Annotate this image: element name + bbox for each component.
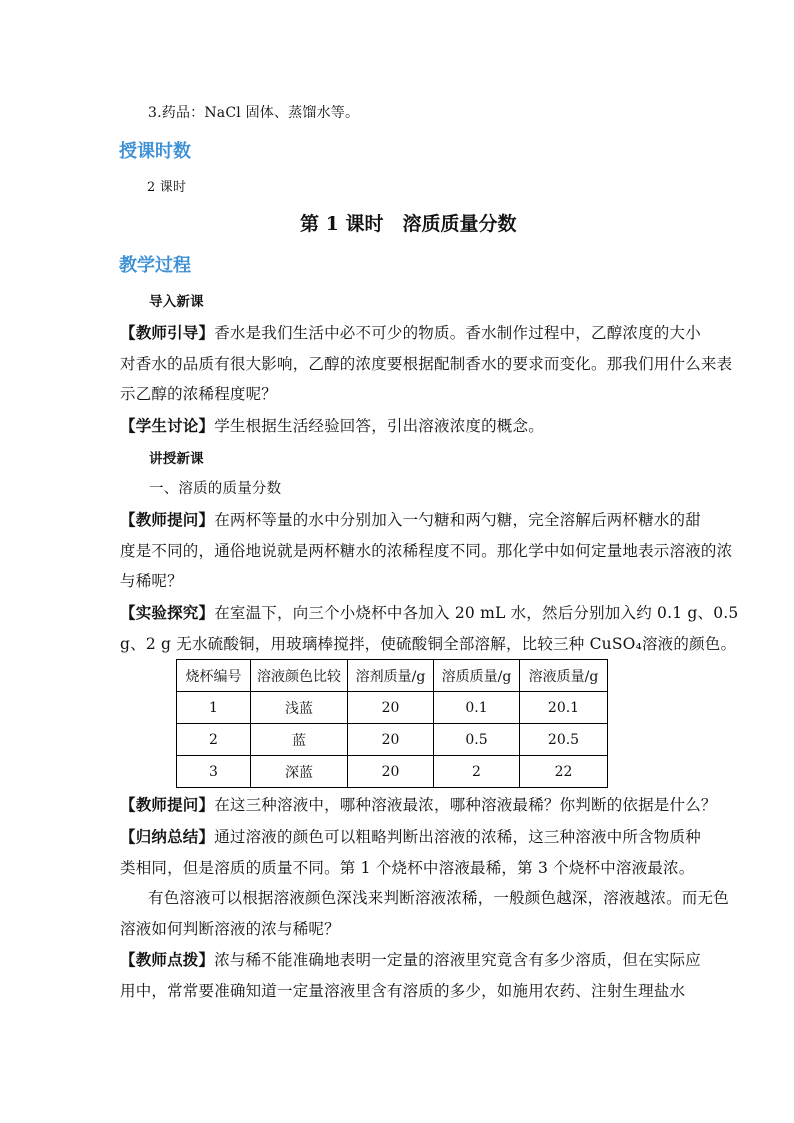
- table-cell: 3: [177, 756, 251, 788]
- intro-heading: 导入新课: [149, 294, 204, 310]
- table-cell: 22: [520, 756, 608, 788]
- teacher-guide-line3: 示乙醇的浓稀程度呢？: [120, 385, 278, 403]
- table-cell: 深蓝: [251, 756, 348, 788]
- experiment-line1: 【实验探究】在室温下，向三个小烧杯中各加入 20 mL 水，然后分别加入约 0.1 g、0.5: [120, 603, 739, 622]
- teacher-question-1-line2: 度是不同的，通俗地说就是两杯糖水的浓稀程度不同。那化学中如何定量地表示溶液的浓: [120, 542, 733, 560]
- section-title-hours: 授课时数: [119, 141, 191, 162]
- table-cell: 20.5: [520, 724, 608, 756]
- table-cell: 20: [348, 724, 434, 756]
- teacher-question-1-line1: 【教师提问】在两杯等量的水中分别加入一勺糖和两勺糖，完全溶解后两杯糖水的甜: [120, 510, 701, 529]
- table-cell: 20: [348, 756, 434, 788]
- lesson-title: 第 1 课时 溶质质量分数: [300, 213, 517, 235]
- table-header-cell: 溶剂质量/g: [348, 660, 434, 692]
- table-cell: 蓝: [251, 724, 348, 756]
- table-header-cell: 溶液颜色比较: [251, 660, 348, 692]
- table-cell: 2: [177, 724, 251, 756]
- section-title-process: 教学过程: [119, 255, 191, 276]
- table-header-row: [177, 660, 608, 692]
- data-table: [176, 659, 608, 788]
- table-cell: 20.1: [520, 692, 608, 724]
- table-cell: 0.1: [434, 692, 520, 724]
- colorless-line2: 溶液如何判断溶液的浓与稀呢？: [120, 920, 340, 938]
- experiment-line2: g、2 g 无水硫酸铜，用玻璃棒搅拌，使硫酸铜全部溶解，比较三种 CuSO₄溶液的颜色。: [120, 635, 737, 653]
- table-header-cell: 溶质质量/g: [434, 660, 520, 692]
- table-header-cell: 烧杯编号: [177, 660, 251, 692]
- summary-line1: 【归纳总结】通过溶液的颜色可以粗略判断出溶液的浓稀，这三种溶液中所含物质种: [120, 827, 701, 846]
- subsection-heading: 一、溶质的质量分数: [149, 481, 282, 497]
- summary-label: 【归纳总结】: [120, 827, 215, 846]
- teacher-point-label: 【教师点拨】: [120, 950, 215, 969]
- teacher-guide-line1: 【教师引导】香水是我们生活中必不可少的物质。香水制作过程中，乙醇浓度的大小: [120, 323, 701, 342]
- table-cell: 浅蓝: [251, 692, 348, 724]
- table-cell: 0.5: [434, 724, 520, 756]
- teacher-point-line1: 【教师点拨】浓与稀不能准确地表明一定量的溶液里究竟含有多少溶质，但在实际应: [120, 950, 701, 969]
- experiment-label: 【实验探究】: [120, 603, 215, 622]
- table-cell: 20: [348, 692, 434, 724]
- table-row: [177, 724, 608, 756]
- teacher-question-1-line3: 与稀呢？: [120, 572, 183, 590]
- summary-line2: 类相同，但是溶质的质量不同。第 1 个烧杯中溶液最稀，第 3 个烧杯中溶液最浓。: [120, 859, 695, 877]
- student-discuss: 【学生讨论】学生根据生活经验回答，引出溶液浓度的概念。: [120, 416, 544, 435]
- table-cell: 2: [434, 756, 520, 788]
- teacher-guide-line2: 对香水的品质有很大影响，乙醇的浓度要根据配制香水的要求而变化。那我们用什么来表: [120, 355, 733, 373]
- table-header-cell: 溶液质量/g: [520, 660, 608, 692]
- teacher-question-2-label: 【教师提问】: [120, 795, 215, 814]
- teacher-question-1-label: 【教师提问】: [120, 510, 215, 529]
- teacher-guide-label: 【教师引导】: [120, 323, 215, 342]
- table-row: [177, 692, 608, 724]
- hours-text: 2 课时: [147, 180, 187, 195]
- colorless-line1: 有色溶液可以根据溶液颜色深浅来判断溶液浓稀，一般颜色越深，溶液越浓。而无色: [148, 889, 729, 907]
- new-lesson-heading: 讲授新课: [149, 451, 204, 467]
- teacher-point-line2: 用中，常常要准确知道一定量溶液里含有溶质的多少，如施用农药、注射生理盐水: [120, 982, 686, 1000]
- table-cell: 1: [177, 692, 251, 724]
- materials-line: 3.药品：NaCl 固体、蒸馏水等。: [148, 105, 360, 121]
- student-discuss-label: 【学生讨论】: [120, 416, 215, 435]
- table-row: [177, 756, 608, 788]
- teacher-question-2: 【教师提问】在这三种溶液中，哪种溶液最浓，哪种溶液最稀？你判断的依据是什么？: [120, 795, 717, 814]
